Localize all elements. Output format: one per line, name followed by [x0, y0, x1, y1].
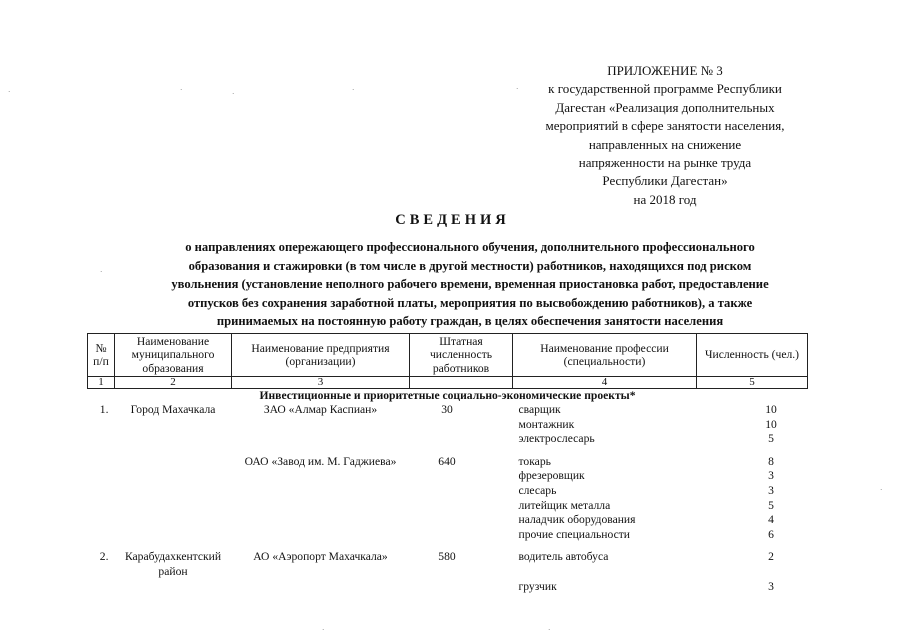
appendix-line: Дагестан «Реализация дополнительных: [555, 99, 775, 115]
column-number: 4: [513, 377, 697, 389]
staff-count-cell: [410, 484, 513, 499]
profession-cell: литейщик металла: [518, 498, 611, 512]
municipality-cell: [115, 484, 232, 499]
organization-cell: [232, 528, 410, 543]
municipality-cell: [115, 432, 232, 447]
profession-cell: сварщик: [518, 403, 561, 416]
staff-count-cell: [410, 418, 513, 433]
row-number: [88, 499, 115, 514]
scan-speck: ·: [516, 85, 519, 93]
subtitle-line: принимаемых на постоянную работу граждан, в целях обеспечения занятости населения: [216, 314, 724, 329]
municipality-cell: Карабудахкентский район: [124, 550, 222, 578]
profession-cell: монтажник: [518, 417, 575, 431]
municipality-cell: [115, 418, 232, 433]
profession-cell: водитель автобуса: [518, 550, 609, 564]
municipality-cell: [115, 580, 232, 595]
appendix-line: на 2018 год: [633, 191, 697, 207]
municipality-cell: [115, 513, 232, 528]
profession-cell: электрослесарь: [518, 432, 595, 446]
table-row: [88, 550, 808, 579]
table-row: [88, 528, 808, 543]
scan-speck: ·: [322, 626, 325, 634]
organization-cell: АО «Аэропорт Махачкала»: [253, 550, 388, 564]
scan-speck: ·: [352, 86, 355, 94]
profession-cell: наладчик оборудования: [518, 513, 636, 527]
row-number: [88, 528, 115, 543]
headcount-cell: 6: [768, 527, 774, 541]
row-number: [88, 580, 115, 595]
organization-cell: [232, 418, 410, 433]
staff-count-cell: 580: [438, 550, 456, 564]
row-number: 1.: [99, 403, 109, 416]
column-numbers-row: [88, 377, 808, 389]
scan-speck: ·: [232, 90, 235, 98]
row-number: [88, 418, 115, 433]
organization-cell: ОАО «Завод им. М. Гаджиева»: [244, 454, 397, 468]
table-row: [88, 418, 808, 433]
row-spacer-cell: [88, 542, 808, 550]
profession-cell: токарь: [518, 454, 551, 468]
headcount-cell: 10: [765, 403, 777, 416]
table-row: [88, 513, 808, 528]
header-municipality: Наименование муниципального образования: [115, 334, 232, 377]
headcount-cell: 2: [768, 550, 774, 564]
organization-cell: [232, 580, 410, 595]
municipality-cell: Город Махачкала: [130, 403, 216, 416]
staff-count-cell: [410, 580, 513, 595]
document-subtitle: [95, 238, 845, 331]
headcount-cell: 3: [768, 469, 774, 483]
column-number: 1: [88, 377, 115, 389]
headcount-cell: 3: [768, 579, 774, 593]
appendix-line: направленных на снижение: [588, 136, 742, 152]
staff-count-cell: 30: [441, 403, 453, 416]
header-count: Численность (чел.): [697, 334, 808, 377]
column-number: 5: [697, 377, 808, 389]
headcount-cell: 8: [768, 454, 774, 468]
table-row: [88, 580, 808, 595]
row-number: [88, 455, 115, 470]
profession-cell: слесарь: [518, 483, 557, 497]
column-number-empty: [410, 377, 513, 389]
row-spacer: [88, 542, 808, 550]
header-organization: Наименование предприятия (организации): [232, 334, 410, 377]
organization-cell: [232, 513, 410, 528]
headcount-cell: 3: [768, 483, 774, 497]
staff-count-cell: [410, 469, 513, 484]
headcount-cell: 4: [768, 513, 774, 527]
header-row: [88, 334, 808, 377]
scan-speck: ·: [180, 86, 183, 94]
staff-count-cell: [410, 528, 513, 543]
municipality-cell: [115, 455, 232, 470]
section-title: Инвестиционные и приоритетные социально-экономические проекты*: [259, 389, 636, 402]
header-profession: Наименование профессии (специальности): [513, 334, 697, 377]
scan-speck: ·: [8, 88, 11, 96]
subtitle-line: о направлениях опережающего профессионального обучения, дополнительного профессионального: [185, 240, 755, 254]
municipality-cell: [115, 528, 232, 543]
row-number: 2.: [99, 550, 109, 564]
appendix-line: напряженности на рынке труда: [578, 155, 752, 171]
organization-cell: [232, 432, 410, 447]
appendix-block: [520, 62, 810, 209]
appendix-line: мероприятий в сфере занятости населения,: [545, 118, 785, 134]
organization-cell: [232, 484, 410, 499]
municipality-cell: [115, 499, 232, 514]
municipality-cell: [115, 469, 232, 484]
headcount-cell: 5: [768, 432, 774, 446]
headcount-cell: 5: [768, 498, 774, 512]
profession-cell: прочие специальности: [518, 527, 631, 541]
table-row: [88, 469, 808, 484]
staff-count-cell: [410, 499, 513, 514]
subtitle-line: образования и стажировки (в том числе в другой местности) работников, находящихся под риском: [188, 258, 752, 273]
appendix-number: ПРИЛОЖЕНИЕ № 3: [607, 63, 723, 78]
staff-count-cell: [410, 432, 513, 447]
table-row: [88, 403, 808, 418]
appendix-line: к государственной программе Республики: [548, 81, 782, 97]
table-row: [88, 455, 808, 470]
staff-count-cell: 640: [438, 454, 456, 468]
row-number: [88, 484, 115, 499]
row-spacer: [88, 447, 808, 455]
appendix-line: Республики Дагестан»: [602, 173, 728, 189]
staff-count-cell: [410, 513, 513, 528]
section-row: [88, 389, 808, 404]
column-number: 2: [115, 377, 232, 389]
table-row: [88, 432, 808, 447]
table-row: [88, 484, 808, 499]
organization-cell: ЗАО «Алмар Каспиан»: [263, 403, 378, 416]
data-table: [87, 333, 808, 594]
headcount-cell: 10: [765, 417, 777, 431]
profession-cell: грузчик: [518, 579, 557, 593]
column-number: 3: [232, 377, 410, 389]
row-spacer-cell: [88, 447, 808, 455]
subtitle-line: увольнения (установление неполного рабочего времени, временная приостановка работ, предоставление: [171, 277, 769, 292]
organization-cell: [232, 499, 410, 514]
scan-speck: ·: [548, 626, 551, 634]
scan-speck: ·: [880, 486, 883, 494]
profession-cell: фрезеровщик: [518, 469, 585, 483]
row-number: [88, 513, 115, 528]
subtitle-line: отпусков без сохранения заработной платы, мероприятия по высвобождению работников), а также: [187, 295, 753, 310]
table-row: [88, 499, 808, 514]
row-number: [88, 432, 115, 447]
row-number: [88, 469, 115, 484]
organization-cell: [232, 469, 410, 484]
document-title: СВЕДЕНИЯ: [395, 212, 510, 228]
header-number: № п/п: [88, 334, 115, 377]
scan-speck: ·: [100, 268, 103, 276]
header-staff: Штатная численность работников: [410, 334, 513, 377]
